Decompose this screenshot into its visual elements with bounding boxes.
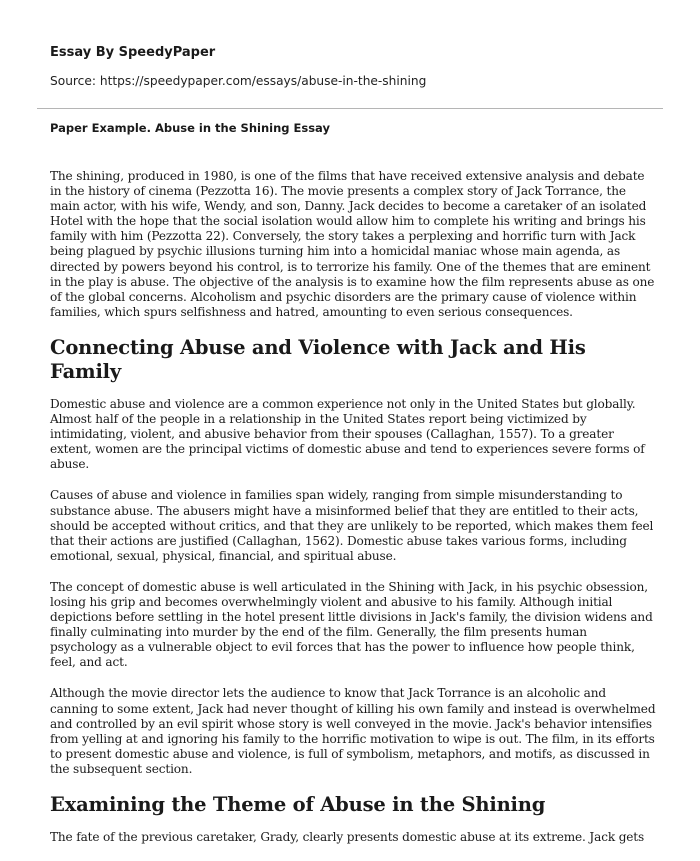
intro-paragraph: The shining, produced in 1980, is one of the films that have received extensive analysis and debate in the history of cinema (Pezzotta 16). The movie presents a complex story of Jack Torrance, the main actor, with his wife, Wendy, and son, Danny. Jack decides to become a caretaker of an isolated Hotel with the hope that the social isolation would allow him to complete his writing and brings his family with him (Pezzotta 22). Conversely, the story takes a perplexing and horrific turn with Jack being plagued by psychic illusions turning him into a homicidal maniac whose main agenda, as directed by powers beyond his control, is to terrorize his family. One of the themes that are eminent in the play is abuse. The objective of the analysis is to examine how the film represents abuse as one of the global concerns. Alcoholism and psychic disorders are the primary cause of violence within families, which spurs selfishness and hatred, amounting to even serious consequences. xyxy=(50,169,655,319)
body-paragraph: Although the movie director lets the audience to know that Jack Torrance is an alcoholic and canning to some extent, Jack had never thought of killing his own family and instead is overwhelmed and controlled by an evil spirit whose story is well conveyed in the movie. Jack's behavior intensifies from yelling at and ignoring his family to the horrific motivation to wipe is out. The film, in its efforts to present domestic abuse and violence, is full of symbolism, metaphors, and motifs, as discussed in the subsequent section. xyxy=(50,686,656,776)
brand-title: Essay By SpeedyPaper xyxy=(50,45,216,60)
source-line: Source: https://speedypaper.com/essays/abuse-in-the-shining xyxy=(50,74,427,88)
section-heading: Examining the Theme of Abuse in the Shining xyxy=(50,793,546,816)
body-paragraph: The concept of domestic abuse is well articulated in the Shining with Jack, in his psychic obsession, losing his grip and becomes overwhelmingly violent and abusive to his family. Although initial depictions before settling in the hotel present little divisions in Jack's family, the division widens and finally culminating into murder by the end of the film. Generally, the film presents human psychology as a vulnerable object to evil forces that has the power to influence how people think, feel, and act. xyxy=(50,579,653,670)
paper-title: Paper Example. Abuse in the Shining Essay xyxy=(50,121,330,135)
essay-content xyxy=(50,169,656,861)
body-paragraph: The fate of the previous caretaker, Grady, clearly presents domestic abuse at its extreme. Jack gets xyxy=(50,830,645,844)
section-heading: Connecting Abuse and Violence with Jack and His Family xyxy=(50,335,586,383)
header-divider xyxy=(37,108,663,109)
body-paragraph: Domestic abuse and violence are a common experience not only in the United States but globally. Almost half of the people in a relationship in the United States report being victimized by intimidating, violent, and abusive behavior from their spouses (Callaghan, 1557). To a greater extent, women are the principal victims of domestic abuse and tend to experiences severe forms of abuse. xyxy=(50,396,645,472)
body-paragraph: Causes of abuse and violence in families span widely, ranging from simple misunderstanding to substance abuse. The abusers might have a misinformed belief that they are entitled to their acts, should be accepted without critics, and that they are unlikely to be reported, which makes them feel that their actions are justified (Callaghan, 1562). Domestic abuse takes various forms, including emotional, sexual, physical, financial, and spiritual abuse. xyxy=(50,488,654,563)
